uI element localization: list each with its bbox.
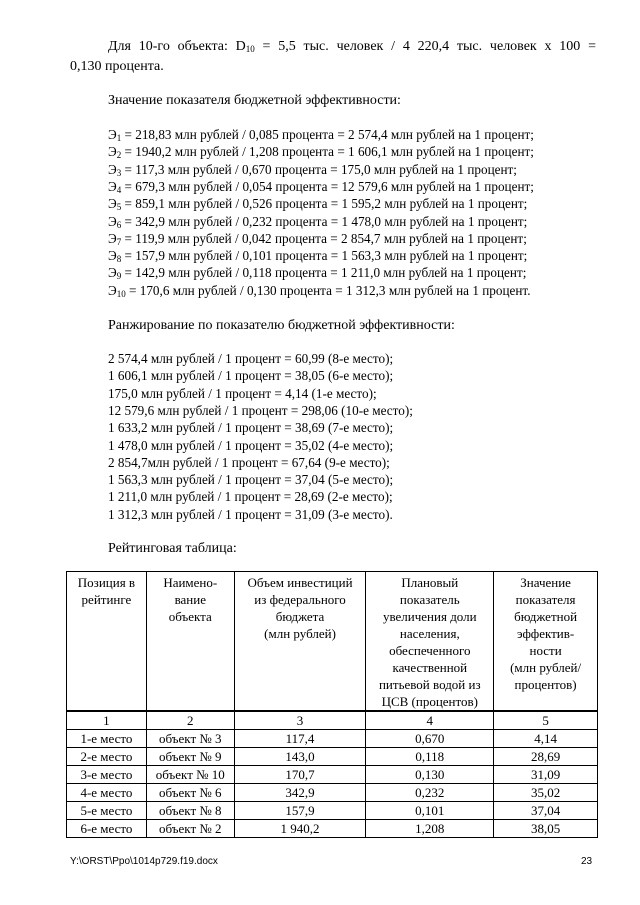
- table-cell: 6-е место: [67, 820, 147, 838]
- efficiency-symbol: Э: [108, 161, 117, 177]
- column-header-line: питьевой водой из: [378, 677, 481, 692]
- ranking-line: 1 633,2 млн рублей / 1 процент = 38,69 (7-е место);: [108, 420, 394, 436]
- intro-subscript: 10: [245, 44, 255, 54]
- footer-path: Y:\ORST\Ppo\1014p729.f19.docx: [70, 856, 218, 867]
- rating-table: [66, 571, 598, 838]
- efficiency-line: [108, 178, 534, 195]
- efficiency-line: [108, 195, 527, 212]
- efficiency-text: = 859,1 млн рублей / 0,526 процента = 1 595,2 млн рублей на 1 процент;: [121, 196, 528, 212]
- column-header-line: населения,: [399, 626, 460, 641]
- efficiency-subscript: 2: [116, 150, 122, 161]
- column-index-cell: 5: [494, 711, 598, 730]
- efficiency-line: [108, 213, 527, 230]
- column-header-line: (млн рублей): [264, 626, 336, 641]
- table-cell: 170,7: [234, 766, 366, 784]
- efficiency-symbol: Э: [108, 144, 117, 160]
- efficiency-subscript: 4: [116, 184, 122, 195]
- table-row: [67, 784, 598, 802]
- table-row: [67, 766, 598, 784]
- efficiency-symbol: Э: [108, 248, 117, 264]
- column-index-cell: 1: [67, 711, 147, 730]
- intro-line-2: 0,130 процента.: [70, 59, 164, 74]
- table-cell: объект № 10: [146, 766, 234, 784]
- efficiency-subscript: 9: [116, 271, 122, 282]
- efficiency-line: [108, 126, 534, 143]
- column-index-cell: 2: [146, 711, 234, 730]
- column-header-line: эффектив-: [516, 626, 575, 641]
- table-cell: 342,9: [234, 784, 366, 802]
- table-cell: 0,670: [366, 730, 494, 748]
- table-cell: 4-е место: [67, 784, 147, 802]
- column-index-cell: 4: [366, 711, 494, 730]
- efficiency-heading: Значение показателя бюджетной эффективности:: [108, 93, 401, 108]
- efficiency-subscript: 6: [116, 219, 122, 230]
- column-header-line: объекта: [168, 609, 212, 624]
- efficiency-line: [108, 161, 517, 178]
- table-cell: 157,9: [234, 802, 366, 820]
- column-header-line: Плановый: [401, 575, 459, 590]
- efficiency-text: = 1940,2 млн рублей / 1,208 процента = 1 606,1 млн рублей на 1 процент;: [121, 144, 534, 160]
- efficiency-line: [108, 264, 526, 281]
- efficiency-symbol: Э: [108, 127, 117, 142]
- table-row: [67, 748, 598, 766]
- efficiency-symbol: Э: [108, 230, 117, 246]
- table-cell: 0,130: [366, 766, 494, 784]
- column-index-row: [67, 711, 598, 730]
- column-header-line: ности: [529, 643, 562, 658]
- ranking-line: 1 563,3 млн рублей / 1 процент = 37,04 (5-е место);: [108, 472, 394, 488]
- table-cell: 0,118: [366, 748, 494, 766]
- efficiency-line: [108, 247, 527, 264]
- column-header: [234, 572, 366, 712]
- column-header-line: (млн рублей/: [510, 660, 582, 675]
- column-header: [366, 572, 494, 712]
- ranking-line: 2 574,4 млн рублей / 1 процент = 60,99 (8-е место);: [108, 351, 394, 366]
- column-header-line: показатель: [399, 592, 460, 607]
- table-cell: 1,208: [366, 820, 494, 838]
- column-header-line: ЦСВ (процентов): [381, 694, 478, 709]
- table-cell: объект № 9: [146, 748, 234, 766]
- table-cell: 5-е место: [67, 802, 147, 820]
- footer-page-number: 23: [581, 856, 593, 867]
- efficiency-line: [108, 143, 534, 160]
- table-cell: 37,04: [494, 802, 598, 820]
- table-cell: 0,232: [366, 784, 494, 802]
- column-header-line: Значение: [520, 575, 571, 590]
- column-header-line: Наимено-: [163, 575, 218, 590]
- column-header-line: качественной: [392, 660, 468, 675]
- intro-line-1: [70, 37, 596, 57]
- efficiency-text: = 142,9 млн рублей / 0,118 процента = 1 211,0 млн рублей на 1 процент;: [121, 265, 527, 281]
- table-cell: 0,101: [366, 802, 494, 820]
- efficiency-symbol: Э: [108, 178, 117, 194]
- table-cell: объект № 2: [146, 820, 234, 838]
- table-header-row: [67, 572, 598, 712]
- table-cell: 4,14: [494, 730, 598, 748]
- table-cell: 1 940,2: [234, 820, 366, 838]
- table-cell: объект № 3: [146, 730, 234, 748]
- table-cell: 1-е место: [67, 730, 147, 748]
- efficiency-subscript: 3: [116, 167, 122, 178]
- efficiency-text: = 218,83 млн рублей / 0,085 процента = 2 574,4 млн рублей на 1 процент;: [121, 127, 534, 142]
- efficiency-symbol: Э: [108, 196, 117, 212]
- table-cell: 38,05: [494, 820, 598, 838]
- column-index-cell: 3: [234, 711, 366, 730]
- ranking-line: 1 312,3 млн рублей / 1 процент = 31,09 (3-е место).: [108, 506, 393, 522]
- efficiency-symbol: Э: [108, 265, 117, 281]
- efficiency-text: = 170,6 млн рублей / 0,130 процента = 1 312,3 млн рублей на 1 процент.: [125, 282, 531, 298]
- table-cell: 117,4: [234, 730, 366, 748]
- efficiency-symbol: Э: [108, 213, 117, 229]
- ranking-line: 1 211,0 млн рублей / 1 процент = 28,69 (2-е место);: [108, 489, 393, 505]
- ranking-line: 2 854,7млн рублей / 1 процент = 67,64 (9-е место);: [108, 454, 390, 470]
- efficiency-symbol: Э: [108, 282, 117, 298]
- efficiency-subscript: 8: [116, 254, 122, 265]
- table-row: [67, 802, 598, 820]
- table-row: [67, 730, 598, 748]
- efficiency-text: = 119,9 млн рублей / 0,042 процента = 2 854,7 млн рублей на 1 процент;: [121, 230, 527, 246]
- column-header-line: показателя: [515, 592, 576, 607]
- efficiency-subscript: 1: [116, 133, 122, 143]
- column-header: [146, 572, 234, 712]
- efficiency-line: [108, 282, 531, 299]
- efficiency-subscript: 5: [116, 202, 122, 213]
- column-header-line: вание: [174, 592, 206, 607]
- table-cell: 31,09: [494, 766, 598, 784]
- ranking-line: 12 579,6 млн рублей / 1 процент = 298,06 (10-е место);: [108, 402, 413, 418]
- table-cell: объект № 6: [146, 784, 234, 802]
- column-header: [494, 572, 598, 712]
- ranking-line: 1 478,0 млн рублей / 1 процент = 35,02 (4-е место);: [108, 437, 394, 453]
- table-heading: Рейтинговая таблица:: [108, 541, 237, 556]
- column-header-line: бюджетной: [514, 609, 578, 624]
- column-header-line: обеспеченного: [389, 643, 471, 658]
- efficiency-subscript: 7: [116, 236, 122, 247]
- ranking-line: 1 606,1 млн рублей / 1 процент = 38,05 (6-е место);: [108, 368, 394, 384]
- table-cell: 28,69: [494, 748, 598, 766]
- column-header-line: процентов): [514, 677, 577, 692]
- efficiency-text: = 157,9 млн рублей / 0,101 процента = 1 563,3 млн рублей на 1 процент;: [121, 248, 528, 264]
- ranking-heading: Ранжирование по показателю бюджетной эффективности:: [108, 318, 455, 333]
- column-header-line: Позиция в: [77, 575, 136, 590]
- table-cell: 3-е место: [67, 766, 147, 784]
- column-header: [67, 572, 147, 712]
- column-header-line: из федерального: [254, 592, 346, 607]
- efficiency-text: = 342,9 млн рублей / 0,232 процента = 1 478,0 млн рублей на 1 процент;: [121, 213, 528, 229]
- efficiency-line: [108, 230, 527, 247]
- table-body: [67, 711, 598, 838]
- column-header-line: увеличения доли: [382, 609, 477, 624]
- table-cell: 143,0: [234, 748, 366, 766]
- table-cell: объект № 8: [146, 802, 234, 820]
- intro-text-end: = 5,5 тыс. человек / 4 220,4 тыс. человек x 100 =: [254, 39, 596, 54]
- table-cell: 35,02: [494, 784, 598, 802]
- table-cell: 2-е место: [67, 748, 147, 766]
- column-header-line: Объем инвестиций: [247, 575, 353, 590]
- efficiency-subscript: 10: [116, 288, 126, 299]
- column-header-line: рейтинге: [81, 592, 132, 607]
- efficiency-text: = 679,3 млн рублей / 0,054 процента = 12 579,6 млн рублей на 1 процент;: [121, 178, 534, 194]
- column-header-line: бюджета: [275, 609, 325, 624]
- table-row: [67, 820, 598, 838]
- ranking-line: 175,0 млн рублей / 1 процент = 4,14 (1-е место);: [108, 385, 377, 401]
- intro-text-start: Для 10-го объекта: D: [108, 39, 246, 54]
- efficiency-text: = 117,3 млн рублей / 0,670 процента = 175,0 млн рублей на 1 процент;: [121, 161, 517, 177]
